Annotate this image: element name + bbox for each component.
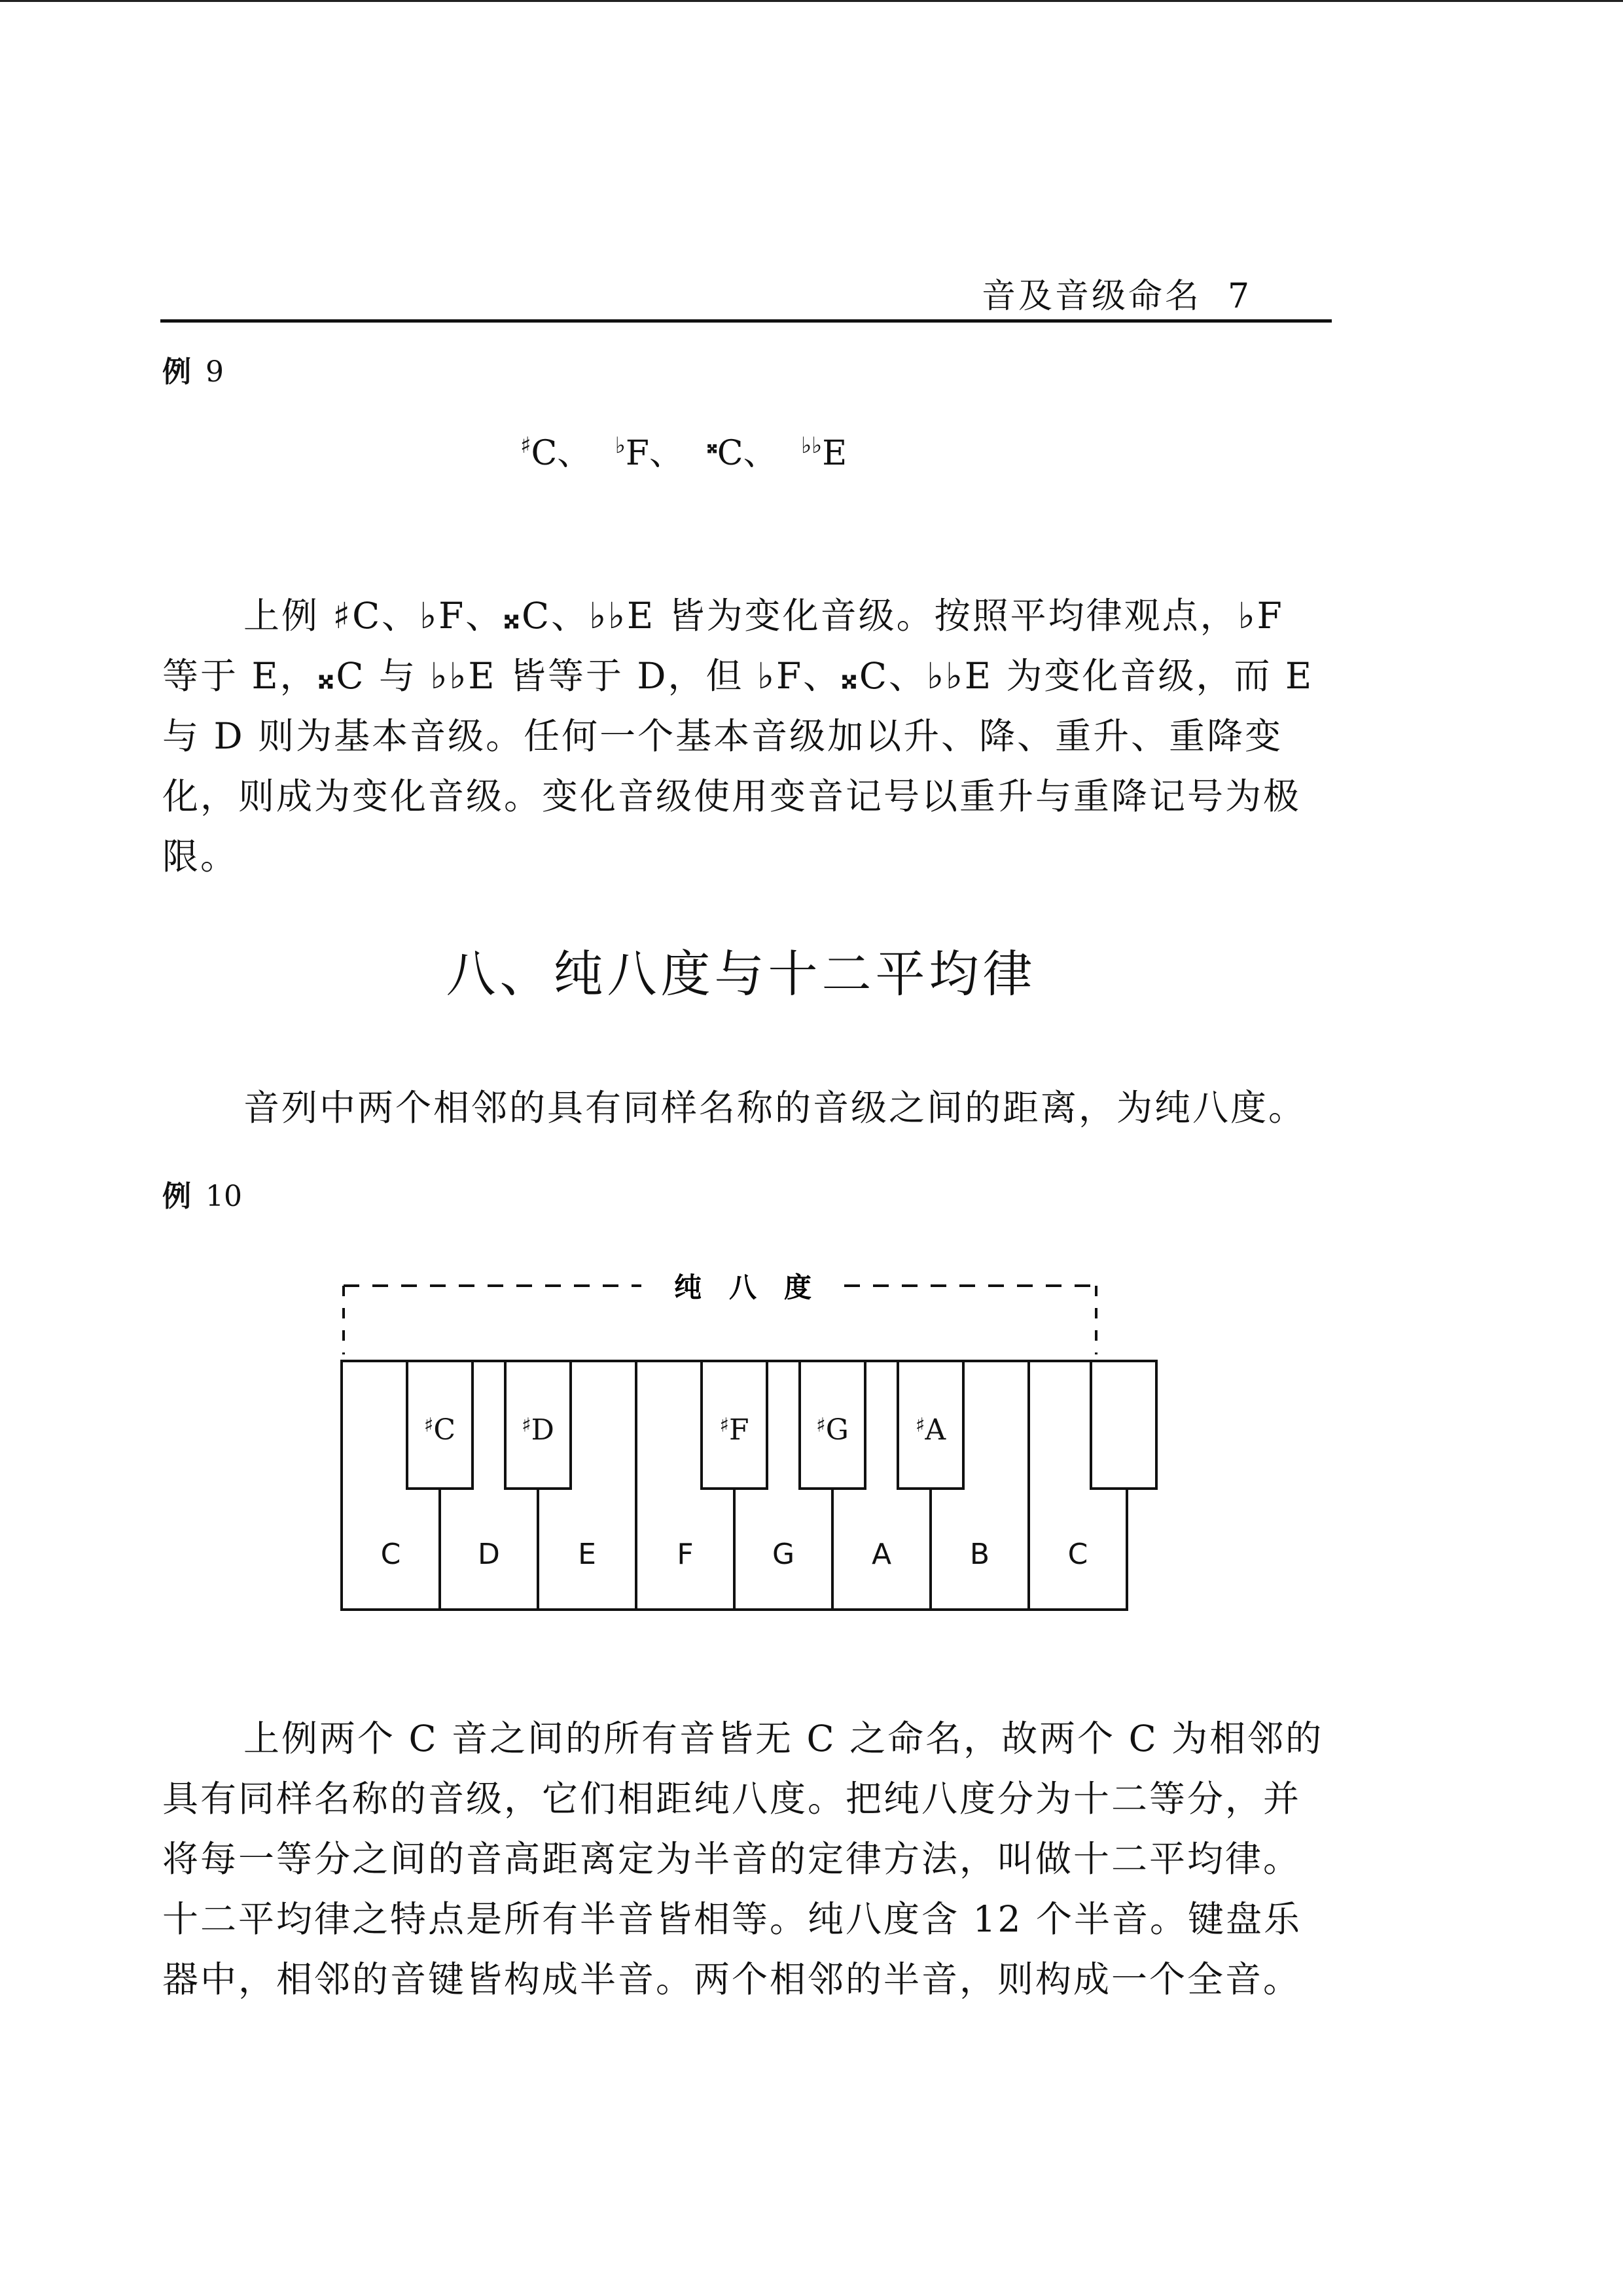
black-key-label: ♯A xyxy=(915,1413,946,1447)
white-key-label: A xyxy=(871,1538,892,1571)
page-number: 7 xyxy=(1228,277,1253,316)
black-key-sharp-c xyxy=(407,1361,473,1489)
paragraph-altered-degrees: 上例 ♯C、♭F、𝄪C、♭♭E 皆为变化音级。按照平均律观点，♭F 等于 E，𝄪C 与 ♭♭E 皆等于 D，但 ♭F、𝄪C、♭♭E 为变化音级，而 E 与 D 则为基本音级。任何一个基本音级加以升、降、重升、重降变化，则成为变化音级。变化音级使用变音记号以重升与重降记号为极限。 xyxy=(162,595,1314,877)
black-key-label: ♯F xyxy=(719,1413,749,1447)
example-9-notes xyxy=(520,425,847,474)
black-key-unlabeled xyxy=(1091,1361,1156,1489)
note-double-sharp-c: 𝄪C、 xyxy=(707,433,777,473)
white-key-label: C xyxy=(380,1538,401,1571)
black-key-label: ♯C xyxy=(423,1413,456,1447)
white-key-label: D xyxy=(478,1538,500,1571)
white-key-label: E xyxy=(578,1538,596,1571)
black-key-body xyxy=(1091,1361,1156,1489)
white-key-label: B xyxy=(969,1538,990,1571)
note-double-flat-e: ♭♭E xyxy=(801,433,847,473)
black-key-sharp-a xyxy=(898,1361,963,1489)
section-heading: 八、纯八度与十二平均律 xyxy=(446,945,1037,1003)
white-key-label: C xyxy=(1067,1538,1088,1571)
black-key-sharp-g xyxy=(800,1361,865,1489)
white-key-label: G xyxy=(772,1538,795,1571)
running-header-title: 音及音级命名 xyxy=(982,277,1202,316)
octave-bracket xyxy=(344,1271,1096,1354)
black-key-label: ♯D xyxy=(522,1413,554,1447)
black-key-label: ♯G xyxy=(816,1413,849,1447)
black-key-sharp-f xyxy=(702,1361,767,1489)
keyboard-diagram xyxy=(327,1250,1178,1616)
example-10-label: 例 10 xyxy=(162,1180,242,1213)
octave-label: 纯 八 度 xyxy=(673,1271,812,1303)
black-key-sharp-d xyxy=(505,1361,571,1489)
header-rule xyxy=(160,319,1332,323)
paragraph-octave-definition: 音列中两个相邻的具有同样名称的音级之间的距离，为纯八度。 xyxy=(243,1087,1307,1129)
white-key-label: F xyxy=(677,1538,694,1571)
running-header xyxy=(982,268,1329,317)
example-9-label: 例 9 xyxy=(162,355,224,389)
paragraph-equal-temperament: 上例两个 C 音之间的所有音皆无 C 之命名，故两个 C 为相邻的具有同样名称的音级，它们相距纯八度。把纯八度分为十二等分，并将每一等分之间的音高距离定为半音的定律方法，叫做十二平均律。十二平均律之特点是所有半音皆相等。纯八度含 12 个半音。键盘乐器中，相邻的音键皆构成半音。两个相邻的半音，则构成一个全音。 xyxy=(162,1718,1324,2000)
note-sharp-c: ♯C、 xyxy=(520,433,592,473)
note-flat-f: ♭F、 xyxy=(615,433,683,473)
page-top-border xyxy=(0,0,1623,2)
